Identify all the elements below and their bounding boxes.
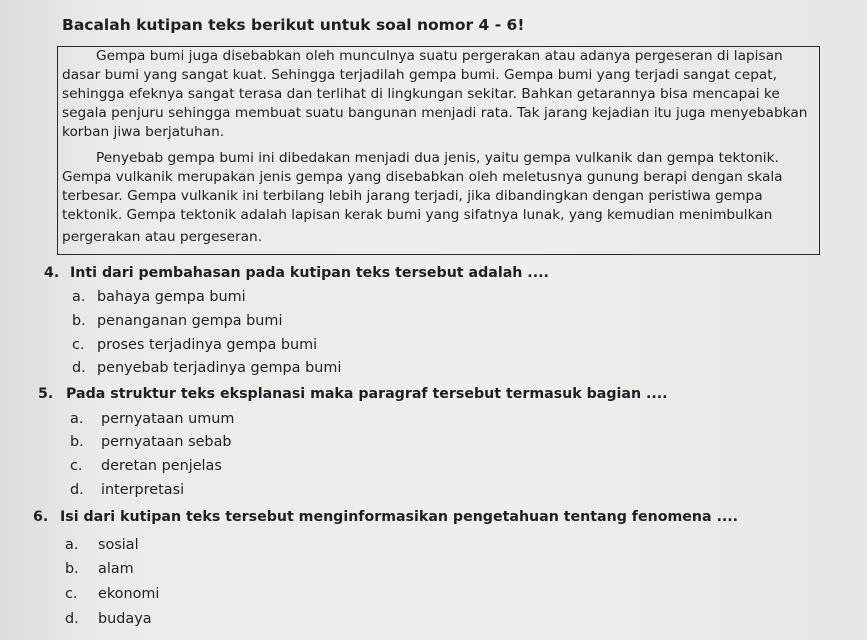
option-text: interpretasi bbox=[101, 482, 185, 498]
option-letter: b. bbox=[72, 313, 86, 329]
option-text: alam bbox=[98, 561, 134, 577]
option-letter: c. bbox=[65, 586, 78, 602]
question-text: Isi dari kutipan teks tersebut menginformasikan pengetahuan tentang fenomena .... bbox=[60, 509, 739, 525]
question-number: 6. bbox=[33, 509, 49, 525]
option-letter: c. bbox=[72, 337, 85, 353]
option-text: deretan penjelas bbox=[101, 458, 222, 474]
passage-line: korban jiwa berjatuhan. bbox=[62, 124, 225, 140]
passage-line: Gempa vulkanik merupakan jenis gempa yang disebabkan oleh meletusnya gunung berapi dengan skala bbox=[62, 169, 783, 185]
passage-line: dasar bumi yang sangat kuat. Sehingga terjadilah gempa bumi. Gempa bumi yang terjadi sangat cepat, bbox=[62, 67, 778, 83]
option-letter: c. bbox=[70, 458, 83, 474]
question-text: Inti dari pembahasan pada kutipan teks tersebut adalah .... bbox=[70, 265, 549, 281]
option-letter: d. bbox=[65, 611, 79, 627]
passage-line: Penyebab gempa bumi ini dibedakan menjadi dua jenis, yaitu gempa vulkanik dan gempa tektonik. bbox=[96, 150, 779, 166]
passage-line: segala penjuru sehingga membuat suatu bangunan menjadi rata. Tak jarang kejadian itu juga menyebabkan bbox=[62, 105, 808, 121]
option-text: budaya bbox=[98, 611, 152, 627]
question-number: 4. bbox=[44, 265, 60, 281]
option-text: ekonomi bbox=[98, 586, 160, 602]
option-text: pernyataan umum bbox=[101, 411, 235, 427]
passage-line: tektonik. Gempa tektonik adalah lapisan kerak bumi yang sifatnya lunak, yang kemudian menimbulkan bbox=[62, 207, 773, 223]
option-text: proses terjadinya gempa bumi bbox=[97, 337, 318, 353]
option-letter: b. bbox=[70, 434, 84, 450]
passage-line: pergerakan atau pergeseran. bbox=[62, 229, 263, 245]
question-text: Pada struktur teks eksplanasi maka paragraf tersebut termasuk bagian .... bbox=[66, 386, 668, 402]
option-letter: a. bbox=[72, 289, 86, 305]
passage-line: terbesar. Gempa vulkanik ini terbilang lebih jarang terjadi, jika dibandingkan dengan peristiwa gempa bbox=[62, 188, 763, 204]
option-letter: b. bbox=[65, 561, 79, 577]
option-text: bahaya gempa bumi bbox=[97, 289, 246, 305]
instruction-heading: Bacalah kutipan teks berikut untuk soal nomor 4 - 6! bbox=[62, 16, 525, 34]
question-number: 5. bbox=[38, 386, 54, 402]
option-text: penanganan gempa bumi bbox=[97, 313, 283, 329]
option-text: pernyataan sebab bbox=[101, 434, 232, 450]
option-letter: a. bbox=[65, 537, 79, 553]
option-text: sosial bbox=[98, 537, 139, 553]
option-letter: a. bbox=[70, 411, 84, 427]
option-letter: d. bbox=[70, 482, 84, 498]
option-letter: d. bbox=[72, 360, 86, 376]
passage-line: sehingga efeknya sangat terasa dan terlihat di lingkungan sekitar. Bahkan getarannya bisa mencapai ke bbox=[62, 86, 780, 102]
passage-line: Gempa bumi juga disebabkan oleh munculnya suatu pergerakan atau adanya pergeseran di lapisan bbox=[96, 48, 783, 64]
option-text: penyebab terjadinya gempa bumi bbox=[97, 360, 342, 376]
